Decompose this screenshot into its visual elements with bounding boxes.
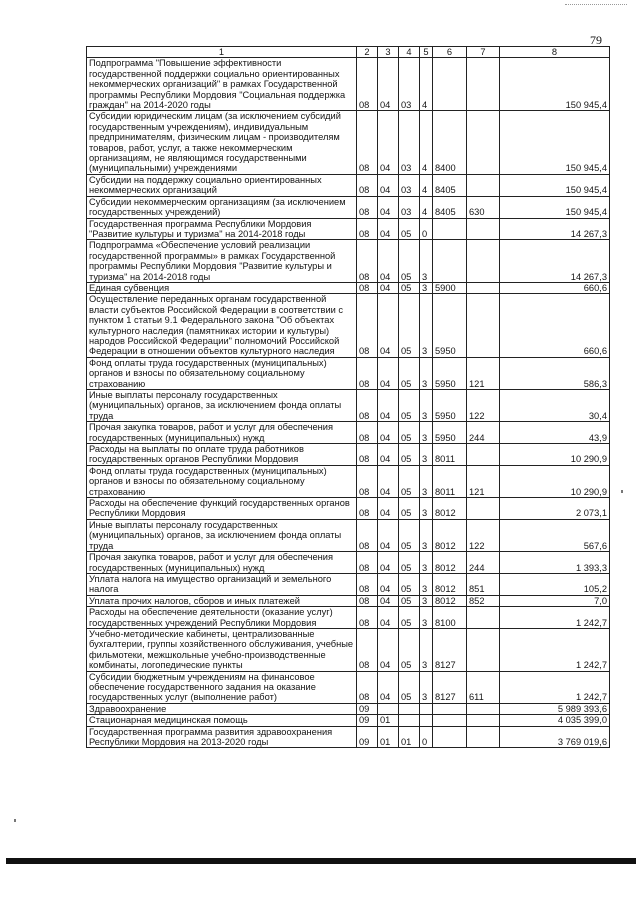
row-code: 5950	[433, 422, 467, 444]
row-code: 03	[399, 58, 420, 111]
row-code	[467, 240, 500, 283]
row-code: 05	[399, 422, 420, 444]
row-code: 04	[378, 519, 399, 551]
row-amount: 1 393,3	[500, 552, 610, 574]
row-code	[467, 218, 500, 240]
row-amount: 660,6	[500, 282, 610, 293]
scan-artifact-line	[565, 4, 627, 5]
row-description: Фонд оплаты труда государственных (муниципальных) органов и взносы по обязательному социальному страхованию	[87, 357, 357, 389]
row-code: 3	[420, 240, 433, 283]
column-header: 6	[433, 47, 467, 58]
row-code: 8012	[433, 519, 467, 551]
table-row	[87, 498, 610, 520]
row-code	[467, 715, 500, 726]
row-code: 08	[357, 390, 378, 422]
row-code	[467, 282, 500, 293]
row-description: Учебно-методические кабинеты, централизованные бухгалтерии, группы хозяйственного обслуживания, учебные фильмотеки, межшкольные учебно-производственные комбинаты, логопедические пункты	[87, 628, 357, 671]
row-code: 244	[467, 422, 500, 444]
table-row	[87, 715, 610, 726]
row-code: 08	[357, 552, 378, 574]
row-code: 05	[399, 552, 420, 574]
row-code: 04	[378, 390, 399, 422]
table-row	[87, 726, 610, 748]
row-code	[433, 703, 467, 714]
row-code: 3	[420, 390, 433, 422]
table-row	[87, 240, 610, 283]
row-code	[433, 715, 467, 726]
row-code: 04	[378, 282, 399, 293]
row-code: 04	[378, 444, 399, 466]
column-header: 1	[87, 47, 357, 58]
row-code: 8012	[433, 498, 467, 520]
row-amount: 150 945,4	[500, 111, 610, 174]
row-code: 08	[357, 595, 378, 606]
row-description: Расходы на выплаты по оплате труда работников государственных органов Республики Мордовия	[87, 444, 357, 466]
row-code: 05	[399, 390, 420, 422]
row-amount: 43,9	[500, 422, 610, 444]
table-row	[87, 218, 610, 240]
row-amount: 14 267,3	[500, 218, 610, 240]
row-code: 851	[467, 573, 500, 595]
row-code	[467, 726, 500, 748]
row-code: 04	[378, 595, 399, 606]
row-code: 04	[378, 607, 399, 629]
row-code: 05	[399, 240, 420, 283]
row-code: 8127	[433, 671, 467, 703]
table-row	[87, 294, 610, 357]
row-code: 5950	[433, 294, 467, 357]
row-code: 121	[467, 465, 500, 497]
row-amount: 105,2	[500, 573, 610, 595]
row-description: Иные выплаты персоналу государственных (муниципальных) органов, за исключением фонда оплаты труда	[87, 390, 357, 422]
row-amount: 150 945,4	[500, 174, 610, 196]
row-code	[467, 294, 500, 357]
row-code: 08	[357, 218, 378, 240]
row-code	[467, 174, 500, 196]
row-description: Прочая закупка товаров, работ и услуг для обеспечения государственных (муниципальных) нужд	[87, 552, 357, 574]
row-code: 08	[357, 465, 378, 497]
row-description: Государственная программа Республики Мордовия "Развитие культуры и туризма" на 2014-2018 годы	[87, 218, 357, 240]
row-code	[467, 498, 500, 520]
row-amount: 1 242,7	[500, 671, 610, 703]
row-description: Стационарная медицинская помощь	[87, 715, 357, 726]
row-code: 8012	[433, 595, 467, 606]
row-code: 04	[378, 294, 399, 357]
row-code: 08	[357, 294, 378, 357]
row-code: 05	[399, 573, 420, 595]
row-code: 04	[378, 422, 399, 444]
row-code: 0	[420, 218, 433, 240]
row-code: 08	[357, 573, 378, 595]
budget-table	[86, 46, 610, 748]
row-code: 05	[399, 628, 420, 671]
column-header: 5	[420, 47, 433, 58]
row-code: 05	[399, 595, 420, 606]
row-code: 04	[378, 465, 399, 497]
row-code: 3	[420, 552, 433, 574]
row-code: 4	[420, 196, 433, 218]
row-code: 4	[420, 174, 433, 196]
row-code: 3	[420, 519, 433, 551]
row-code: 3	[420, 573, 433, 595]
row-code: 3	[420, 294, 433, 357]
row-code	[467, 607, 500, 629]
row-code: 01	[399, 726, 420, 748]
row-code: 01	[378, 726, 399, 748]
row-code: 05	[399, 282, 420, 293]
row-amount: 660,6	[500, 294, 610, 357]
row-code	[433, 218, 467, 240]
row-code: 05	[399, 444, 420, 466]
row-code: 8012	[433, 552, 467, 574]
row-description: Уплата прочих налогов, сборов и иных платежей	[87, 595, 357, 606]
row-code: 244	[467, 552, 500, 574]
row-amount: 10 290,9	[500, 444, 610, 466]
row-code	[467, 58, 500, 111]
row-code	[420, 715, 433, 726]
row-amount: 10 290,9	[500, 465, 610, 497]
row-code: 04	[378, 58, 399, 111]
row-description: Единая субвенция	[87, 282, 357, 293]
row-code: 08	[357, 498, 378, 520]
row-amount: 1 242,7	[500, 628, 610, 671]
row-code: 8400	[433, 111, 467, 174]
row-code: 03	[399, 196, 420, 218]
row-amount: 5 989 393,6	[500, 703, 610, 714]
row-code: 08	[357, 607, 378, 629]
row-description: Подпрограмма "Повышение эффективности государственной поддержки социально ориентированных некоммерческих организаций" в рамках Государственной программы Республики Мордовия "Социальная поддержка граждан" на 2014-2020 годы	[87, 58, 357, 111]
row-code: 3	[420, 595, 433, 606]
table-row	[87, 444, 610, 466]
row-code: 04	[378, 174, 399, 196]
row-code	[420, 703, 433, 714]
row-code: 04	[378, 671, 399, 703]
table-header-row	[87, 47, 610, 58]
row-amount: 14 267,3	[500, 240, 610, 283]
scan-bottom-bar	[6, 858, 636, 864]
row-code: 852	[467, 595, 500, 606]
row-code: 8011	[433, 465, 467, 497]
column-header: 7	[467, 47, 500, 58]
column-header: 3	[378, 47, 399, 58]
row-code: 630	[467, 196, 500, 218]
row-amount: 4 035 399,0	[500, 715, 610, 726]
column-header: 8	[500, 47, 610, 58]
row-amount: 567,6	[500, 519, 610, 551]
row-code: 08	[357, 519, 378, 551]
row-code	[399, 703, 420, 714]
row-code: 04	[378, 357, 399, 389]
row-description: Иные выплаты персоналу государственных (муниципальных) органов, за исключением фонда оплаты труда	[87, 519, 357, 551]
row-description: Субсидии бюджетным учреждениям на финансовое обеспечение государственного задания на оказание государственных услуг (выполнение работ)	[87, 671, 357, 703]
row-code: 4	[420, 58, 433, 111]
row-code: 121	[467, 357, 500, 389]
row-description: Уплата налога на имущество организаций и земельного налога	[87, 573, 357, 595]
row-code: 8011	[433, 444, 467, 466]
row-amount: 30,4	[500, 390, 610, 422]
row-amount: 150 945,4	[500, 58, 610, 111]
row-code: 04	[378, 498, 399, 520]
table-row	[87, 282, 610, 293]
table-row	[87, 465, 610, 497]
table-row	[87, 628, 610, 671]
row-code: 04	[378, 573, 399, 595]
row-code: 05	[399, 294, 420, 357]
table-row	[87, 573, 610, 595]
row-code	[433, 240, 467, 283]
row-code: 3	[420, 422, 433, 444]
row-amount: 3 769 019,6	[500, 726, 610, 748]
row-code: 4	[420, 111, 433, 174]
row-description: Здравоохранение	[87, 703, 357, 714]
row-code: 04	[378, 196, 399, 218]
table-row	[87, 671, 610, 703]
row-code: 05	[399, 357, 420, 389]
row-code: 04	[378, 240, 399, 283]
row-code: 09	[357, 703, 378, 714]
row-code: 5900	[433, 282, 467, 293]
row-code: 8405	[433, 174, 467, 196]
row-code	[467, 111, 500, 174]
table-row	[87, 703, 610, 714]
row-code: 08	[357, 58, 378, 111]
row-code: 3	[420, 444, 433, 466]
row-code: 3	[420, 465, 433, 497]
table-row	[87, 111, 610, 174]
table-row	[87, 422, 610, 444]
row-code: 08	[357, 282, 378, 293]
row-description: Субсидии юридическим лицам (за исключением субсидий государственным учреждениям), индивидуальным предпринимателям, физическим лицам - производителям товаров, работ, услуг, а также некоммерческим организациям, не являющимся государственными (муниципальными) учреждениями	[87, 111, 357, 174]
row-code: 8100	[433, 607, 467, 629]
row-code: 08	[357, 628, 378, 671]
row-description: Прочая закупка товаров, работ и услуг для обеспечения государственных (муниципальных) нужд	[87, 422, 357, 444]
row-code: 03	[399, 111, 420, 174]
row-code: 05	[399, 607, 420, 629]
table-row	[87, 196, 610, 218]
row-code: 122	[467, 519, 500, 551]
row-description: Осуществление переданных органам государственной власти субъектов Российской Федерации в соответствии с пунктом 1 статьи 9.1 Федерального закона "Об объектах культурного наследия (памятниках истории и культуры) народов Российской Федерации" полномочий Российской Федерации в отношении объектов культурного наследия	[87, 294, 357, 357]
row-amount: 150 945,4	[500, 196, 610, 218]
table-row	[87, 519, 610, 551]
row-code	[467, 628, 500, 671]
row-code	[433, 726, 467, 748]
row-code: 04	[378, 218, 399, 240]
row-code: 08	[357, 196, 378, 218]
row-code: 8405	[433, 196, 467, 218]
row-code	[378, 703, 399, 714]
row-description: Государственная программа развития здравоохранения Республики Мордовия на 2013-2020 годы	[87, 726, 357, 748]
row-description: Подпрограмма «Обеспечение условий реализации государственной программы» в рамках Государственной программы Республики Мордовия "Развитие культуры и туризма" на 2014-2018 годы	[87, 240, 357, 283]
row-code: 05	[399, 498, 420, 520]
row-code: 8012	[433, 573, 467, 595]
row-amount: 7,0	[500, 595, 610, 606]
row-code: 09	[357, 726, 378, 748]
row-amount: 2 073,1	[500, 498, 610, 520]
row-code: 08	[357, 444, 378, 466]
scan-speck	[14, 819, 16, 822]
row-code: 3	[420, 671, 433, 703]
row-code	[433, 58, 467, 111]
row-code: 5950	[433, 390, 467, 422]
row-code: 05	[399, 218, 420, 240]
row-amount: 1 242,7	[500, 607, 610, 629]
row-code	[399, 715, 420, 726]
row-code: 3	[420, 607, 433, 629]
row-code: 3	[420, 628, 433, 671]
row-amount: 586,3	[500, 357, 610, 389]
row-code: 08	[357, 174, 378, 196]
row-code: 5950	[433, 357, 467, 389]
row-code: 3	[420, 498, 433, 520]
table-row	[87, 595, 610, 606]
table-row	[87, 174, 610, 196]
row-code: 05	[399, 465, 420, 497]
row-code: 03	[399, 174, 420, 196]
row-code: 0	[420, 726, 433, 748]
row-code: 611	[467, 671, 500, 703]
row-code: 3	[420, 282, 433, 293]
table-row	[87, 390, 610, 422]
row-code: 08	[357, 240, 378, 283]
table-row	[87, 58, 610, 111]
table-row	[87, 552, 610, 574]
row-description: Расходы на обеспечение деятельности (оказание услуг) государственных учреждений Республики Мордовия	[87, 607, 357, 629]
row-description: Расходы на обеспечение функций государственных органов Республики Мордовия	[87, 498, 357, 520]
row-code: 122	[467, 390, 500, 422]
table-row	[87, 607, 610, 629]
row-description: Субсидии некоммерческим организациям (за исключением государственных учреждений)	[87, 196, 357, 218]
row-code: 04	[378, 628, 399, 671]
row-code: 08	[357, 111, 378, 174]
row-code: 05	[399, 519, 420, 551]
row-code: 01	[378, 715, 399, 726]
column-header: 2	[357, 47, 378, 58]
row-code: 8127	[433, 628, 467, 671]
page-number: 79	[590, 33, 602, 47]
column-header: 4	[399, 47, 420, 58]
row-code: 08	[357, 357, 378, 389]
row-code: 05	[399, 671, 420, 703]
row-description: Фонд оплаты труда государственных (муниципальных) органов и взносы по обязательному социальному страхованию	[87, 465, 357, 497]
row-code: 08	[357, 671, 378, 703]
row-code: 08	[357, 422, 378, 444]
row-code: 04	[378, 552, 399, 574]
row-description: Субсидии на поддержку социально ориентированных некоммерческих организаций	[87, 174, 357, 196]
row-code	[467, 703, 500, 714]
row-code: 09	[357, 715, 378, 726]
row-code: 04	[378, 111, 399, 174]
row-code	[467, 444, 500, 466]
scan-speck	[621, 490, 623, 493]
row-code: 3	[420, 357, 433, 389]
table-body	[87, 58, 610, 748]
table-row	[87, 357, 610, 389]
